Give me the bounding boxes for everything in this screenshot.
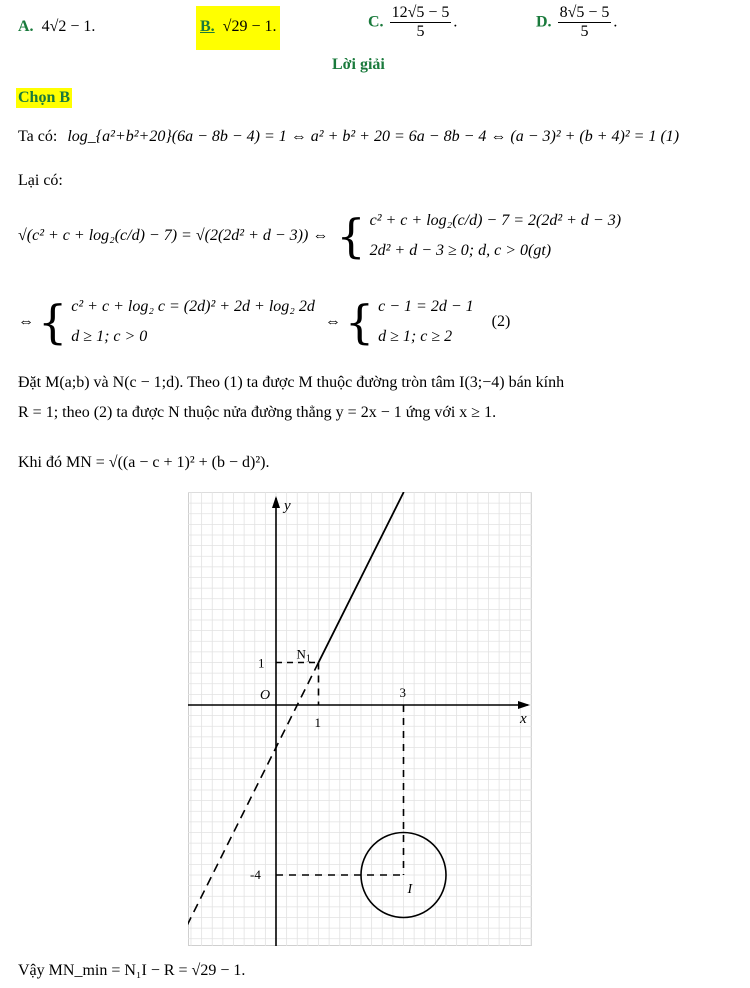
graph-frame — [189, 493, 532, 946]
equation-2-system-line-1: c² + c + log₂(c/d) − 7 = 2(2d² + d − 3) — [369, 212, 622, 229]
option-c-letter: C. — [368, 13, 384, 31]
equation-3-system-b-line-2: d ≥ 1; c ≥ 2 — [378, 328, 453, 345]
option-d: D. $\frac{8√5 - 5}{5}$ . — [536, 4, 618, 40]
equation-3-system-a-line-1: c² + c + log₂ c = (2d)² + 2d + log₂ 2d — [71, 298, 315, 315]
equation-3: ⇔ { c² + c + log₂ c = (2d)² + 2d + log₂ 2d d ≥ 1; c > 0 ⇔ { c − 1 = 2d − 1 d ≥ 1; c ≥ 2 (2) — [18, 295, 511, 349]
ta-co-label: Ta có: — [18, 128, 58, 145]
option-c-denominator: 5 — [416, 23, 425, 40]
option-a — [18, 18, 95, 36]
option-a-letter: A. — [18, 18, 34, 35]
answer-badge — [16, 88, 72, 108]
option-b — [196, 6, 280, 50]
option-d-letter: D. — [536, 13, 552, 31]
equation-2-system-line-2: 2d² + d − 3 ≥ 0; d, c > 0(gt) — [369, 242, 552, 259]
line-ta-co — [18, 128, 679, 146]
conclusion-line: Vậy MN_min = N₁I − R = √29 − 1. — [18, 962, 246, 979]
equation-3-system-a-line-2: d ≥ 1; c > 0 — [71, 328, 148, 345]
option-b-letter: B. — [200, 18, 215, 35]
option-c: C. $\frac{12√5 - 5}{5}$ . — [368, 4, 458, 40]
point-n1-letter: N — [296, 646, 306, 662]
tick-label-x-3: 3 — [399, 685, 406, 700]
solution-heading: Lời giải — [332, 56, 385, 73]
tick-label-x-1: 1 — [314, 715, 321, 730]
option-d-numerator: 8√5 − 5 — [559, 4, 610, 21]
graph-figure — [188, 492, 532, 946]
paragraph-dat-line-2: R = 1; theo (2) ta được N thuộc nửa đường thẳng y = 2x − 1 ứng với x ≥ 1. — [18, 404, 497, 421]
equation-2: √(c² + c + log₂(c/d) − 7) = √(2(2d² + d − 3)) ⇔ { c² + c + log₂(c/d) − 7 = 2(2d² + d − 3) 2d² + d − 3 ≥ 0; d, c > 0(gt) — [18, 209, 622, 263]
origin-label: O — [260, 688, 271, 703]
tick-label-y-1: 1 — [258, 655, 265, 671]
option-d-denominator: 5 — [580, 23, 589, 40]
ta-co-equation: log_{a²+b²+20}(6a − 8b − 4) = 1 ⇔ a² + b² + 20 = 6a − 8b − 4 ⇔ (a − 3)² + (b + 4)² = 1 (1) — [67, 128, 680, 145]
option-b-text: √29 − 1. — [222, 18, 277, 35]
point-i-label: I — [407, 882, 413, 897]
equation-3-tag: (2) — [491, 313, 511, 330]
equation-2-left: √(c² + c + log₂(c/d) − 7) = √(2(2d² + d − 3)) ⇔ — [18, 227, 329, 244]
point-n1-subscript: 1 — [305, 653, 311, 665]
answer-text: Chọn B — [18, 89, 71, 106]
y-axis-label: y — [284, 498, 291, 514]
x-axis-label: x — [520, 711, 527, 727]
khi-do-line: Khi đó MN = √((a − c + 1)² + (b − d)²). — [18, 454, 270, 471]
tick-label-y-neg4: -4 — [250, 867, 261, 882]
equation-3-system-b-line-1: c − 1 = 2d − 1 — [378, 298, 474, 315]
option-c-numerator: 12√5 − 5 — [391, 4, 450, 21]
paragraph-dat-line-1: Đặt M(a;b) và N(c − 1;d). Theo (1) ta được M thuộc đường tròn tâm I(3;−4) bán kính — [18, 374, 565, 391]
option-a-text: 4√2 − 1. — [41, 18, 96, 35]
lai-co-label: Lại có: — [18, 172, 63, 189]
